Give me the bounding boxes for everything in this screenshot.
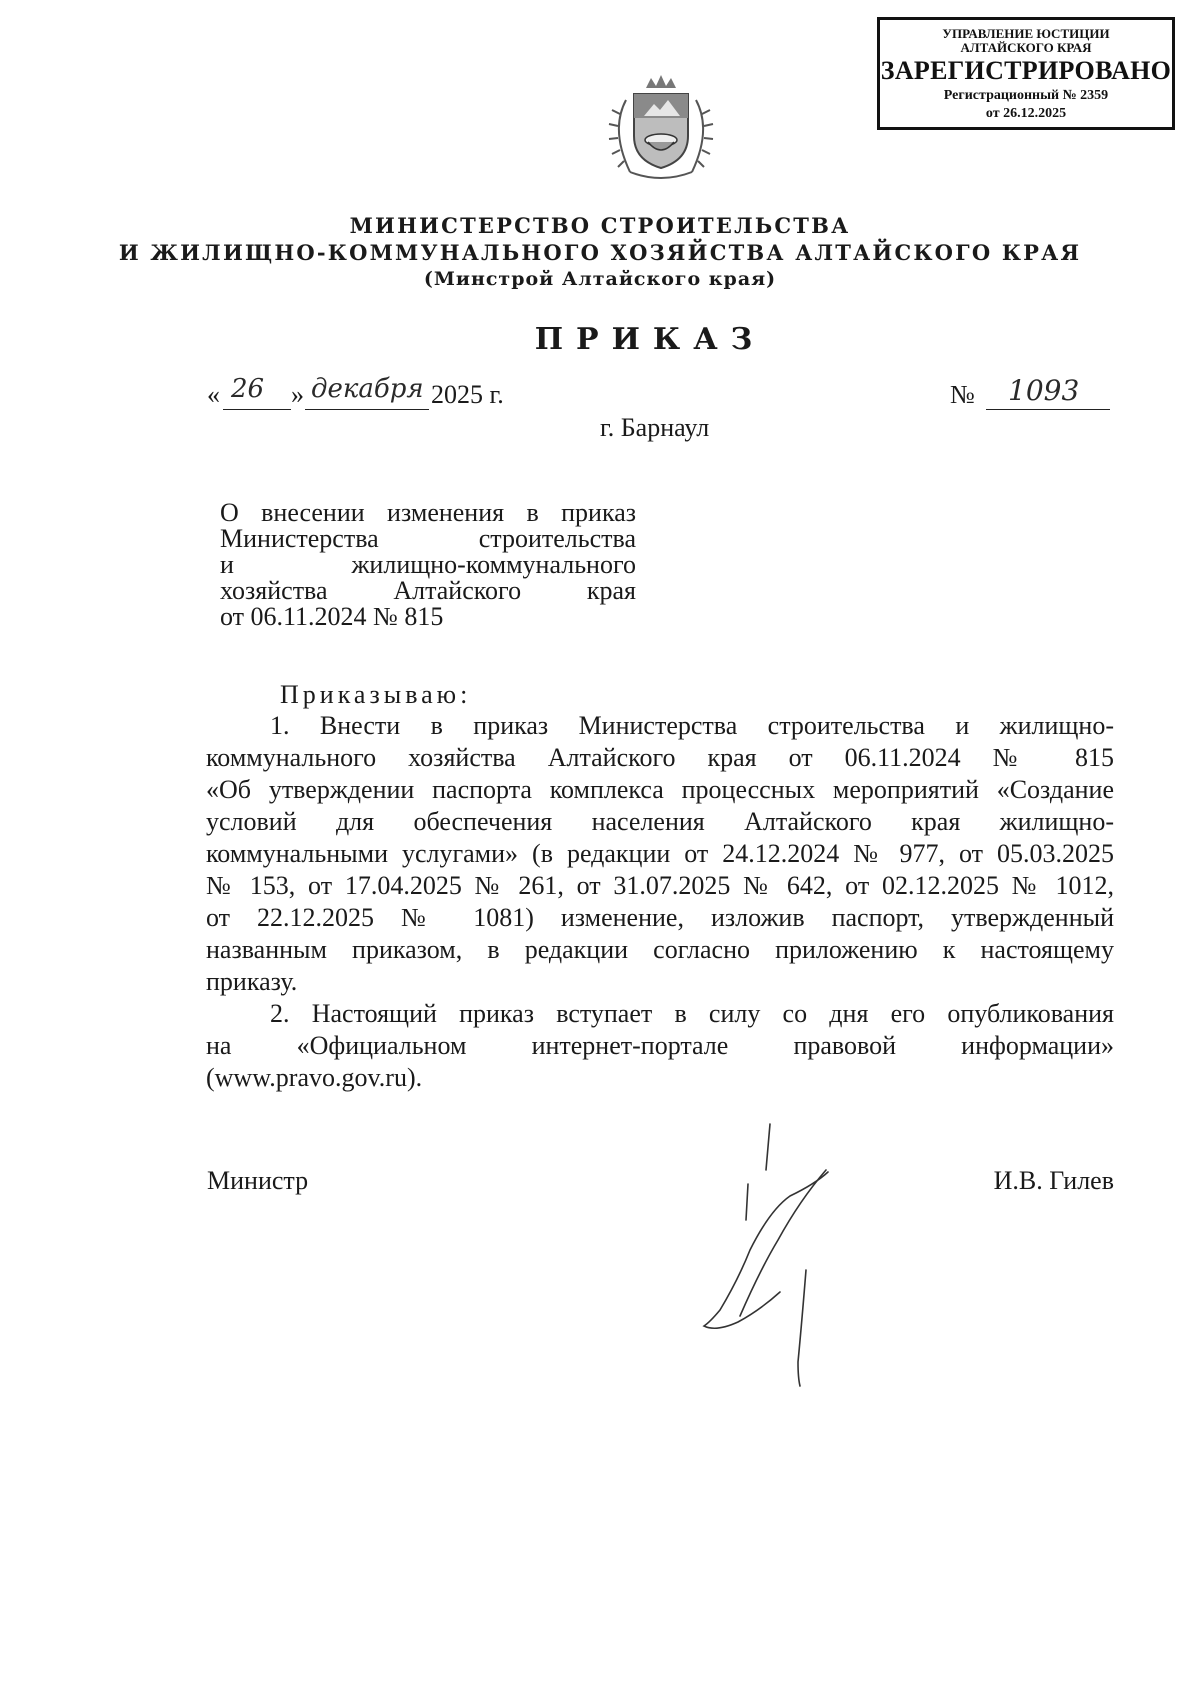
body-line: на «Официальном интернет-портале правовой информации»	[206, 1031, 1114, 1060]
document-subject	[220, 500, 636, 630]
ministry-name-line-2: И ЖИЛИЩНО-КОММУНАЛЬНОГО ХОЗЯЙСТВА АЛТАЙСКОГО КРАЯ	[118, 240, 1082, 265]
ministry-name-line-1: МИНИСТЕРСТВО СТРОИТЕЛЬСТВА	[349, 213, 851, 238]
date-quote-close: »	[291, 380, 304, 409]
stamp-reg-number: Регистрационный № 2359	[943, 88, 1109, 103]
coat-of-arms-icon	[596, 70, 726, 190]
subject-line: и жилищно-коммунального	[220, 550, 636, 579]
body-line: условий для обеспечения населения Алтайского края жилищно-	[206, 807, 1114, 836]
document-type: ПРИКАЗ	[534, 322, 766, 357]
subject-line: О внесении изменения в приказ	[220, 498, 636, 527]
signer-title: Министр	[207, 1166, 309, 1195]
document-number	[950, 374, 1110, 414]
body-line: «Об утверждении паспорта комплекса процессных мероприятий «Создание	[206, 775, 1114, 804]
date-quote-open: «	[207, 380, 220, 409]
date-year: 2025 г.	[431, 380, 504, 409]
body-line: (www.pravo.gov.ru).	[206, 1063, 423, 1092]
month-underline	[305, 409, 429, 410]
body-line: коммунального хозяйства Алтайского края от 06.11.2024 № 815	[206, 743, 1114, 772]
registration-stamp	[877, 17, 1175, 130]
stamp-org-line-1: УПРАВЛЕНИЕ ЮСТИЦИИ	[942, 26, 1110, 41]
stamp-org-line-2: АЛТАЙСКОГО КРАЯ	[960, 40, 1092, 55]
body-line: коммунальными услугами» (в редакции от 24.12.2024 № 977, от 05.03.2025	[206, 839, 1114, 868]
body-line: от 22.12.2025 № 1081) изменение, изложив паспорт, утвержденный	[206, 903, 1114, 932]
body-line: № 153, от 17.04.2025 № 261, от 31.07.2025 № 642, от 02.12.2025 № 1012,	[206, 871, 1114, 900]
subject-line: хозяйства Алтайского края	[220, 576, 636, 605]
signature-icon	[650, 1110, 890, 1420]
subject-line: Министерства строительства	[220, 524, 636, 553]
ministry-short-name: (Минстрой Алтайского края)	[423, 268, 777, 290]
stamp-registered: ЗАРЕГИСТРИРОВАНО	[880, 56, 1172, 85]
order-word: Приказываю:	[280, 680, 472, 709]
document-city: г. Барнаул	[600, 413, 710, 442]
stamp-reg-date: от 26.12.2025	[985, 106, 1067, 121]
body-line: 1. Внести в приказ Министерства строительства и жилищно-	[270, 711, 1114, 740]
number-sign: №	[950, 380, 975, 409]
document-body	[206, 710, 1114, 1094]
date-day: 26	[231, 374, 265, 404]
signer-name: И.В. Гилев	[993, 1166, 1114, 1195]
day-underline	[223, 409, 291, 410]
body-line: 2. Настоящий приказ вступает в силу со дня его опубликования	[270, 999, 1114, 1028]
number-value: 1093	[1008, 374, 1080, 407]
subject-line: от 06.11.2024 № 815	[220, 602, 444, 631]
date-month: декабря	[311, 374, 424, 404]
number-underline	[986, 409, 1110, 410]
body-line: названным приказом, в редакции согласно приложению к настоящему	[206, 935, 1114, 964]
body-line: приказу.	[206, 967, 298, 996]
